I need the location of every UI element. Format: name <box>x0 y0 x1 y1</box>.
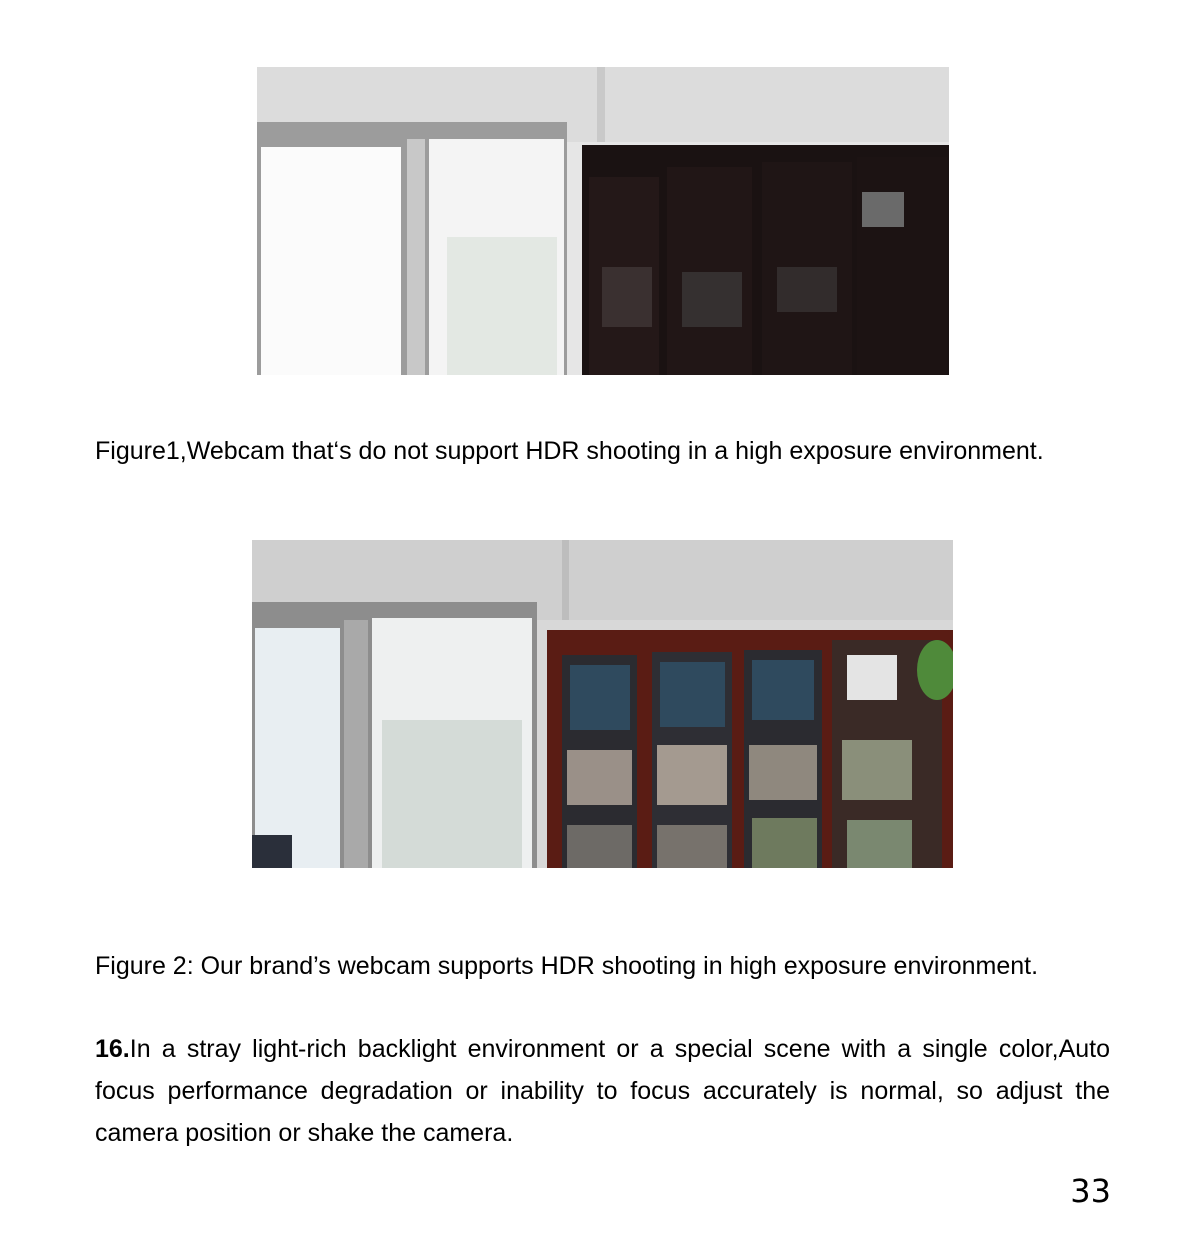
item-16-paragraph <box>95 1028 1110 1154</box>
figure-2-caption: Figure 2: Our brand’s webcam supports HDR shooting in high exposure environment. <box>95 952 1039 980</box>
item-16-number: 16. <box>95 1035 130 1063</box>
item-16-text: In a stray light-rich backlight environment or a special scene with a single color,Auto focus performance degradation or inability to focus accurately is normal, so adjust the camera position or shake the camera. <box>95 1035 1110 1147</box>
figure-1-photo <box>257 67 949 375</box>
page-number: 33 <box>1070 1172 1111 1210</box>
figure-1-caption: Figure1,Webcam that‘s do not support HDR shooting in a high exposure environment. <box>95 437 1044 465</box>
figure-2-photo <box>252 540 953 868</box>
